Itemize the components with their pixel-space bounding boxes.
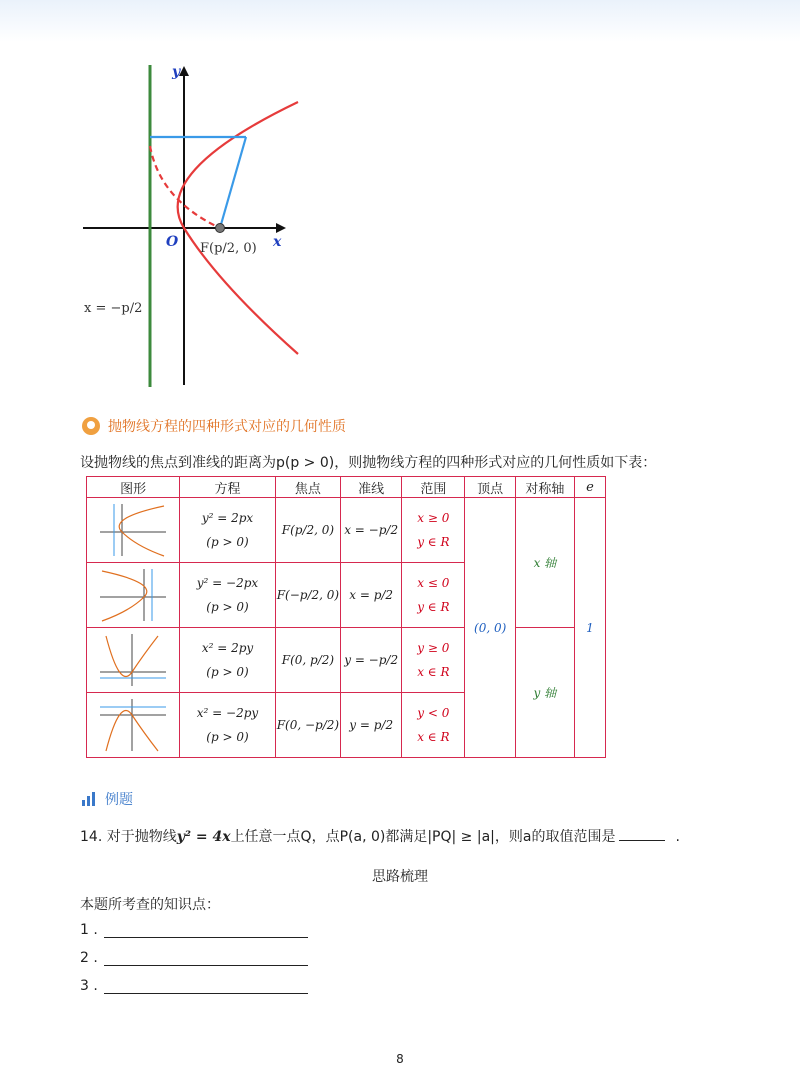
origin-label: O (166, 234, 179, 250)
page-number: 8 (396, 1052, 404, 1066)
graph-cell (87, 628, 180, 693)
range-cell: x ≥ 0 y ∈ R (402, 498, 465, 563)
section-title: 抛物线方程的四种形式对应的几何性质 (82, 416, 346, 436)
y-label: y (172, 64, 181, 80)
knowledge-item-1: 1 . (80, 922, 308, 938)
knowledge-item-3: 3 . (80, 978, 308, 994)
focus-cell: F(0, −p/2) (275, 693, 340, 758)
thinking-title: 思路梳理 (372, 869, 428, 885)
example-title: 例题 (82, 789, 133, 809)
mini-graph-down (98, 697, 168, 753)
header-range: 范围 (402, 477, 465, 498)
range-cell: y ≥ 0 x ∈ R (402, 628, 465, 693)
x-label: x (273, 234, 282, 250)
properties-table (86, 476, 606, 758)
question-text: 14. 对于抛物线y² = 4x上任意一点Q，点P(a, 0)都满足|PQ| ≥ |a|，则a的取值范围是 . (80, 829, 680, 845)
table-row (87, 498, 606, 563)
header-axis: 对称轴 (515, 477, 574, 498)
equation-cell: x² = 2py (p > 0) (180, 628, 275, 693)
directrix-cell: x = p/2 (341, 563, 402, 628)
y-axis-arrow-icon (179, 66, 189, 76)
header-band (0, 0, 800, 42)
axis-y-cell: y 轴 (515, 628, 574, 758)
range-cell: x ≤ 0 y ∈ R (402, 563, 465, 628)
mini-graph-right (98, 502, 168, 558)
directrix-cell: y = p/2 (341, 693, 402, 758)
equation-cell: y² = 2px (p > 0) (180, 498, 275, 563)
focus-cell: F(0, p/2) (275, 628, 340, 693)
table-header (87, 477, 606, 498)
focus-cell: F(p/2, 0) (275, 498, 340, 563)
fill-line[interactable] (104, 951, 308, 966)
mini-graph-left (98, 567, 168, 623)
header-equation: 方程 (180, 477, 275, 498)
table-row (87, 628, 606, 693)
directrix-cell: y = −p/2 (341, 628, 402, 693)
header-e: e (574, 477, 605, 498)
axis-x-cell: x 轴 (515, 498, 574, 628)
header-directrix: 准线 (341, 477, 402, 498)
graph-cell (87, 693, 180, 758)
answer-blank[interactable] (619, 840, 665, 841)
focus-point (216, 224, 225, 233)
equation-cell: x² = −2py (p > 0) (180, 693, 275, 758)
x-axis-arrow-icon (276, 223, 286, 233)
directrix-cell: x = −p/2 (341, 498, 402, 563)
eccentricity-cell: 1 (574, 498, 605, 758)
focal-line (220, 137, 246, 228)
knowledge-item-2: 2 . (80, 950, 308, 966)
mini-graph-up (98, 632, 168, 688)
focus-cell: F(−p/2, 0) (275, 563, 340, 628)
vertex-cell: (0, 0) (465, 498, 515, 758)
knowledge-label: 本题所考查的知识点： (80, 897, 220, 913)
lightbulb-icon (82, 417, 100, 435)
header-vertex: 顶点 (465, 477, 515, 498)
graph-cell (87, 563, 180, 628)
bar-chart-icon (82, 792, 95, 806)
directrix-label: x = −p/2 (84, 301, 143, 316)
fill-line[interactable] (104, 923, 308, 938)
parabola-figure (80, 60, 310, 395)
equation-cell: y² = −2px (p > 0) (180, 563, 275, 628)
intro-text: 设抛物线的焦点到准线的距离为p(p > 0)，则抛物线方程的四种形式对应的几何性质如下表： (80, 455, 657, 471)
header-graph: 图形 (87, 477, 180, 498)
header-focus: 焦点 (275, 477, 340, 498)
fill-line[interactable] (104, 979, 308, 994)
graph-cell (87, 498, 180, 563)
range-cell: y < 0 x ∈ R (402, 693, 465, 758)
focus-label: F(p/2, 0) (200, 241, 257, 256)
